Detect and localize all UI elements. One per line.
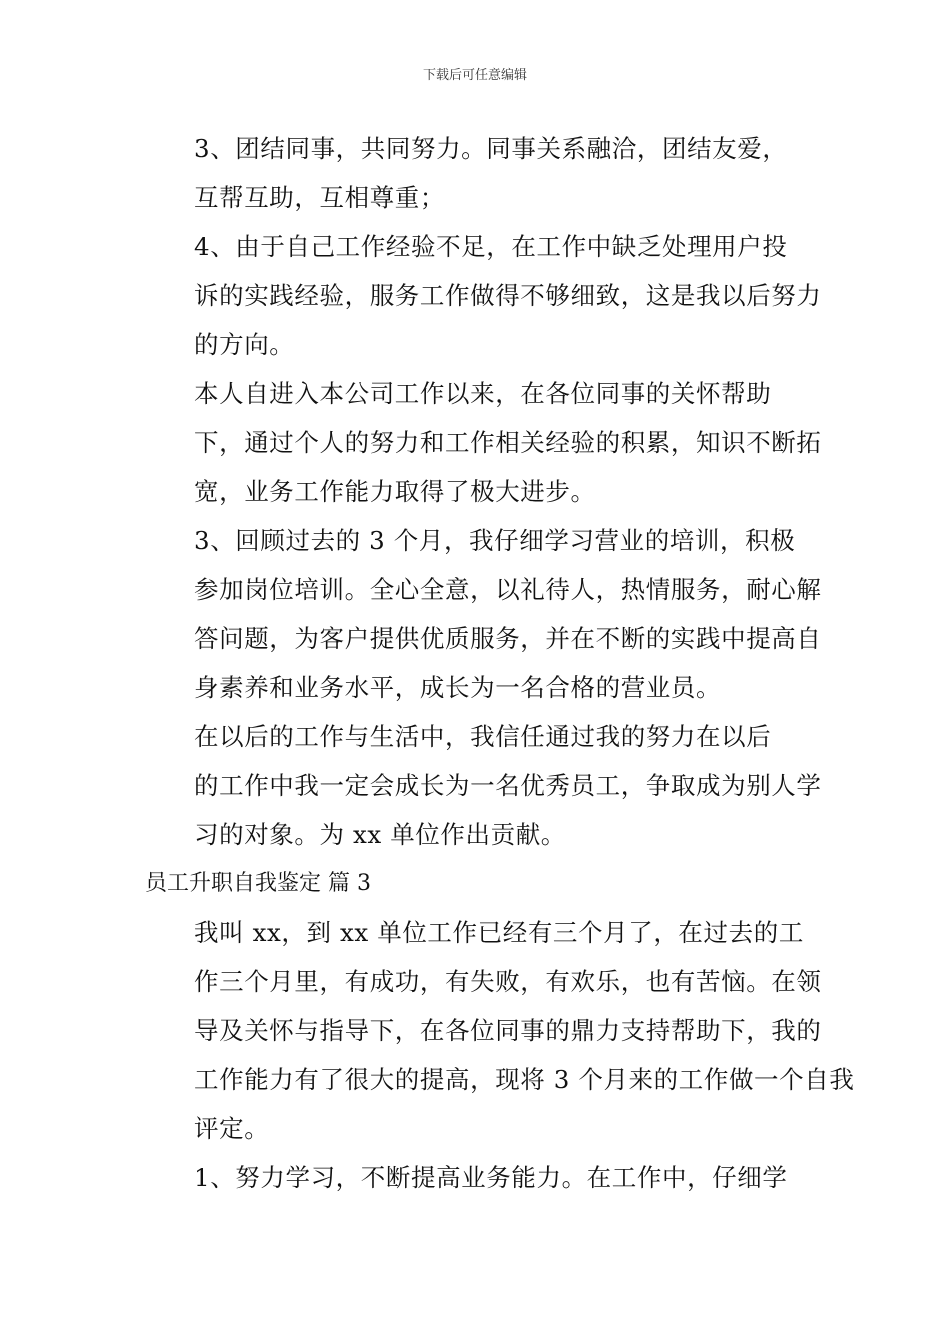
- paragraph-teamwork: [145, 124, 810, 222]
- text-line: 在以后的工作与生活中，我信任通过我的努力在以后: [194, 722, 772, 751]
- text-line: 工作能力有了很大的提高，现将 3 个月来的工作做一个自我: [194, 1065, 855, 1094]
- text-line: 答问题，为客户提供优质服务，并在不断的实践中提高自: [194, 624, 822, 653]
- text-line: 的方向。: [194, 330, 295, 359]
- paragraph-progress: [145, 369, 822, 516]
- section-heading-text: 员工升职自我鉴定 篇 3: [145, 871, 371, 896]
- paragraph-review: [145, 516, 822, 712]
- text-line: 下，通过个人的努力和工作相关经验的积累，知识不断拓: [194, 428, 822, 457]
- paragraph-study: [145, 1153, 810, 1202]
- text-line: 导及关怀与指导下，在各位同事的鼎力支持帮助下，我的: [194, 1016, 822, 1045]
- section-heading: [145, 859, 810, 908]
- text-line: 身素养和业务水平，成长为一名合格的营业员。: [194, 673, 722, 702]
- text-line: 习的对象。为 xx 单位作出贡献。: [194, 820, 566, 849]
- paragraph-experience: [145, 222, 822, 369]
- document-body: [145, 124, 855, 1202]
- page-header: 下载后可任意编辑: [422, 68, 527, 83]
- text-line: 互帮互助，互相尊重；: [194, 183, 445, 212]
- text-line: 诉的实践经验，服务工作做得不够细致，这是我以后努力: [194, 281, 822, 310]
- text-line: 3、团结同事，共同努力。同事关系融洽，团结友爱，: [194, 134, 788, 163]
- text-line: 我叫 xx，到 xx 单位工作已经有三个月了，在过去的工: [194, 918, 804, 947]
- text-line: 评定。: [194, 1114, 270, 1143]
- text-line: 本人自进入本公司工作以来，在各位同事的关怀帮助: [194, 379, 772, 408]
- text-line: 作三个月里，有成功，有失败，有欢乐，也有苦恼。在领: [194, 967, 822, 996]
- text-line: 4、由于自己工作经验不足，在工作中缺乏处理用户投: [194, 232, 788, 261]
- text-line: 宽，业务工作能力取得了极大进步。: [194, 477, 596, 506]
- text-line: 参加岗位培训。全心全意，以礼待人，热情服务，耐心解: [194, 575, 822, 604]
- paragraph-future: [145, 712, 822, 859]
- text-line: 3、回顾过去的 3 个月，我仔细学习营业的培训，积极: [194, 526, 796, 555]
- text-line: 的工作中我一定会成长为一名优秀员工，争取成为别人学: [194, 771, 822, 800]
- paragraph-introduction: [145, 908, 855, 1153]
- text-line: 1、努力学习，不断提高业务能力。在工作中，仔细学: [194, 1163, 788, 1192]
